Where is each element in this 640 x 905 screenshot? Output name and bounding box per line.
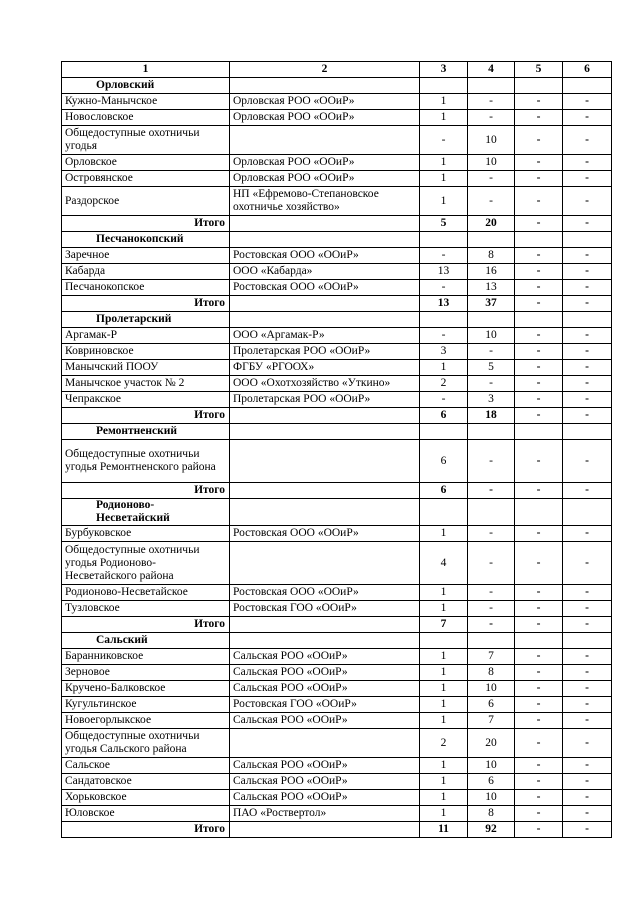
organization-cell: Ростовская ООО «ООиР»: [230, 585, 420, 601]
value-col5-cell: -: [515, 440, 563, 483]
value-col3-cell: 1: [420, 601, 468, 617]
value-col3-cell: 1: [420, 665, 468, 681]
value-col6-cell: -: [563, 440, 612, 483]
value-col5-cell: -: [515, 601, 563, 617]
table-row: [62, 681, 612, 697]
organization-cell: Пролетарская РОО «ООиР»: [230, 344, 420, 360]
area-name-cell: Заречное: [62, 248, 230, 264]
value-col5-cell: -: [515, 806, 563, 822]
value-col5-cell: -: [515, 649, 563, 665]
value-col3-cell: 11: [420, 822, 468, 838]
table-row: [62, 376, 612, 392]
table-row: [62, 758, 612, 774]
area-name-cell: Орловский: [62, 78, 230, 94]
area-name-cell: Итого: [62, 216, 230, 232]
area-name-cell: Аргамак-Р: [62, 328, 230, 344]
value-col6-cell: -: [563, 542, 612, 585]
value-col4-cell: 20: [468, 216, 515, 232]
header-cell-2: 2: [230, 62, 420, 78]
area-name-cell: Родионово-Несветайский: [62, 499, 230, 526]
value-col6-cell: [563, 78, 612, 94]
value-col3-cell: 1: [420, 526, 468, 542]
value-col3-cell: 1: [420, 806, 468, 822]
organization-cell: Орловская РОО «ООиР»: [230, 171, 420, 187]
value-col6-cell: -: [563, 822, 612, 838]
value-col5-cell: -: [515, 713, 563, 729]
organization-cell: [230, 232, 420, 248]
value-col4-cell: 18: [468, 408, 515, 424]
value-col6-cell: -: [563, 790, 612, 806]
value-col5-cell: -: [515, 344, 563, 360]
value-col4-cell: -: [468, 526, 515, 542]
value-col3-cell: 13: [420, 296, 468, 312]
value-col3-cell: 6: [420, 440, 468, 483]
value-col5-cell: -: [515, 296, 563, 312]
value-col5-cell: -: [515, 187, 563, 216]
area-name-cell: Ковриновское: [62, 344, 230, 360]
value-col6-cell: -: [563, 483, 612, 499]
table-row: [62, 392, 612, 408]
table-row: [62, 713, 612, 729]
value-col5-cell: -: [515, 697, 563, 713]
area-name-cell: Сальское: [62, 758, 230, 774]
value-col4-cell: 20: [468, 729, 515, 758]
table-row: [62, 601, 612, 617]
value-col3-cell: 4: [420, 542, 468, 585]
organization-cell: [230, 617, 420, 633]
total-row: [62, 296, 612, 312]
value-col4-cell: 7: [468, 649, 515, 665]
value-col3-cell: 1: [420, 713, 468, 729]
area-name-cell: Общедоступные охотничьи угодья: [62, 126, 230, 155]
area-name-cell: Орловское: [62, 155, 230, 171]
value-col6-cell: [563, 312, 612, 328]
value-col5-cell: -: [515, 774, 563, 790]
value-col5-cell: -: [515, 790, 563, 806]
value-col6-cell: -: [563, 729, 612, 758]
value-col6-cell: -: [563, 617, 612, 633]
table-row: [62, 440, 612, 483]
value-col3-cell: -: [420, 248, 468, 264]
table-row: [62, 774, 612, 790]
value-col5-cell: -: [515, 376, 563, 392]
value-col5-cell: [515, 424, 563, 440]
area-name-cell: Хорьковское: [62, 790, 230, 806]
organization-cell: Ростовская ГОО «ООиР»: [230, 697, 420, 713]
value-col3-cell: 1: [420, 110, 468, 126]
value-col6-cell: -: [563, 681, 612, 697]
organization-cell: [230, 822, 420, 838]
organization-cell: [230, 424, 420, 440]
value-col4-cell: -: [468, 94, 515, 110]
value-col5-cell: -: [515, 248, 563, 264]
value-col4-cell: 92: [468, 822, 515, 838]
value-col5-cell: -: [515, 126, 563, 155]
area-name-cell: Бурбуковское: [62, 526, 230, 542]
table-row: [62, 729, 612, 758]
region-header-row: [62, 232, 612, 248]
value-col4-cell: -: [468, 110, 515, 126]
value-col4-cell: 8: [468, 248, 515, 264]
organization-cell: [230, 729, 420, 758]
organization-cell: [230, 216, 420, 232]
value-col3-cell: [420, 232, 468, 248]
organization-cell: [230, 408, 420, 424]
area-name-cell: Сальский: [62, 633, 230, 649]
value-col4-cell: 5: [468, 360, 515, 376]
area-name-cell: Новоегорлыкское: [62, 713, 230, 729]
value-col4-cell: -: [468, 344, 515, 360]
table-row: [62, 649, 612, 665]
value-col3-cell: 6: [420, 483, 468, 499]
value-col6-cell: -: [563, 360, 612, 376]
area-name-cell: Итого: [62, 296, 230, 312]
value-col6-cell: [563, 633, 612, 649]
value-col6-cell: [563, 424, 612, 440]
area-name-cell: Манычский ПООУ: [62, 360, 230, 376]
table-row: [62, 171, 612, 187]
value-col4-cell: [468, 78, 515, 94]
organization-cell: [230, 542, 420, 585]
table-row: [62, 126, 612, 155]
value-col4-cell: [468, 499, 515, 526]
value-col3-cell: 1: [420, 187, 468, 216]
organization-cell: Орловская РОО «ООиР»: [230, 155, 420, 171]
value-col5-cell: -: [515, 392, 563, 408]
value-col4-cell: -: [468, 187, 515, 216]
organization-cell: Орловская РОО «ООиР»: [230, 94, 420, 110]
value-col4-cell: 10: [468, 790, 515, 806]
value-col5-cell: -: [515, 280, 563, 296]
organization-cell: Сальская РОО «ООиР»: [230, 758, 420, 774]
value-col5-cell: -: [515, 681, 563, 697]
value-col5-cell: -: [515, 822, 563, 838]
table-row: [62, 110, 612, 126]
organization-cell: ФГБУ «РГООХ»: [230, 360, 420, 376]
organization-cell: ООО «Кабарда»: [230, 264, 420, 280]
value-col5-cell: -: [515, 328, 563, 344]
value-col4-cell: -: [468, 585, 515, 601]
organization-cell: Ростовская ООО «ООиР»: [230, 526, 420, 542]
area-name-cell: Юловское: [62, 806, 230, 822]
area-name-cell: Итого: [62, 617, 230, 633]
table-row: [62, 248, 612, 264]
value-col3-cell: 2: [420, 729, 468, 758]
value-col5-cell: -: [515, 665, 563, 681]
area-name-cell: Кручено-Балковское: [62, 681, 230, 697]
header-row: [62, 62, 612, 78]
value-col6-cell: -: [563, 649, 612, 665]
value-col4-cell: [468, 232, 515, 248]
value-col5-cell: [515, 312, 563, 328]
value-col6-cell: -: [563, 187, 612, 216]
table-row: [62, 94, 612, 110]
total-row: [62, 216, 612, 232]
organization-cell: [230, 483, 420, 499]
table-row: [62, 790, 612, 806]
value-col3-cell: -: [420, 392, 468, 408]
value-col3-cell: 1: [420, 697, 468, 713]
value-col5-cell: [515, 78, 563, 94]
value-col5-cell: -: [515, 526, 563, 542]
value-col5-cell: -: [515, 729, 563, 758]
organization-cell: Сальская РОО «ООиР»: [230, 665, 420, 681]
header-cell-4: 4: [468, 62, 515, 78]
area-name-cell: Баранниковское: [62, 649, 230, 665]
table-row: [62, 155, 612, 171]
total-row: [62, 822, 612, 838]
value-col5-cell: [515, 499, 563, 526]
value-col4-cell: -: [468, 171, 515, 187]
value-col3-cell: 1: [420, 649, 468, 665]
value-col3-cell: 13: [420, 264, 468, 280]
value-col6-cell: -: [563, 328, 612, 344]
value-col5-cell: [515, 232, 563, 248]
area-name-cell: Раздорское: [62, 187, 230, 216]
value-col3-cell: 6: [420, 408, 468, 424]
area-name-cell: Кугультинское: [62, 697, 230, 713]
value-col4-cell: 10: [468, 155, 515, 171]
value-col3-cell: 2: [420, 376, 468, 392]
value-col3-cell: 1: [420, 171, 468, 187]
value-col5-cell: -: [515, 758, 563, 774]
area-name-cell: Тузловское: [62, 601, 230, 617]
region-header-row: [62, 424, 612, 440]
area-name-cell: Общедоступные охотничьи угодья Сальского района: [62, 729, 230, 758]
table-row: [62, 526, 612, 542]
value-col5-cell: -: [515, 264, 563, 280]
area-name-cell: Манычское участок № 2: [62, 376, 230, 392]
table-body: [62, 62, 612, 838]
header-cell-6: 6: [563, 62, 612, 78]
value-col3-cell: [420, 312, 468, 328]
hunting-grounds-table: [61, 61, 612, 838]
value-col6-cell: -: [563, 376, 612, 392]
organization-cell: Сальская РОО «ООиР»: [230, 649, 420, 665]
table-row: [62, 328, 612, 344]
organization-cell: [230, 440, 420, 483]
value-col3-cell: 3: [420, 344, 468, 360]
value-col4-cell: 8: [468, 665, 515, 681]
area-name-cell: Кабарда: [62, 264, 230, 280]
value-col6-cell: -: [563, 665, 612, 681]
value-col4-cell: 10: [468, 758, 515, 774]
table-row: [62, 585, 612, 601]
value-col5-cell: [515, 633, 563, 649]
area-name-cell: Ремонтненский: [62, 424, 230, 440]
value-col3-cell: 1: [420, 758, 468, 774]
value-col4-cell: -: [468, 542, 515, 585]
header-cell-5: 5: [515, 62, 563, 78]
value-col5-cell: -: [515, 171, 563, 187]
area-name-cell: Песчанокопское: [62, 280, 230, 296]
table-row: [62, 665, 612, 681]
value-col3-cell: [420, 424, 468, 440]
table-row: [62, 360, 612, 376]
value-col6-cell: -: [563, 758, 612, 774]
value-col4-cell: 6: [468, 774, 515, 790]
value-col6-cell: -: [563, 126, 612, 155]
value-col4-cell: 10: [468, 681, 515, 697]
region-header-row: [62, 499, 612, 526]
organization-cell: [230, 296, 420, 312]
value-col6-cell: -: [563, 806, 612, 822]
value-col6-cell: -: [563, 392, 612, 408]
value-col4-cell: 13: [468, 280, 515, 296]
area-name-cell: Итого: [62, 408, 230, 424]
value-col3-cell: -: [420, 280, 468, 296]
area-name-cell: Итого: [62, 483, 230, 499]
value-col3-cell: [420, 78, 468, 94]
value-col4-cell: 8: [468, 806, 515, 822]
value-col6-cell: -: [563, 296, 612, 312]
value-col3-cell: -: [420, 126, 468, 155]
area-name-cell: Итого: [62, 822, 230, 838]
value-col3-cell: 7: [420, 617, 468, 633]
table-row: [62, 264, 612, 280]
value-col4-cell: [468, 312, 515, 328]
table-row: [62, 542, 612, 585]
organization-cell: Ростовская ООО «ООиР»: [230, 280, 420, 296]
organization-cell: [230, 78, 420, 94]
table-row: [62, 187, 612, 216]
value-col6-cell: -: [563, 264, 612, 280]
value-col5-cell: -: [515, 408, 563, 424]
value-col3-cell: 1: [420, 360, 468, 376]
value-col3-cell: 1: [420, 790, 468, 806]
value-col4-cell: 6: [468, 697, 515, 713]
value-col4-cell: [468, 424, 515, 440]
area-name-cell: Островянское: [62, 171, 230, 187]
value-col6-cell: -: [563, 280, 612, 296]
organization-cell: Ростовская ГОО «ООиР»: [230, 601, 420, 617]
organization-cell: Сальская РОО «ООиР»: [230, 774, 420, 790]
table-row: [62, 697, 612, 713]
organization-cell: [230, 499, 420, 526]
value-col6-cell: -: [563, 94, 612, 110]
value-col4-cell: -: [468, 483, 515, 499]
total-row: [62, 408, 612, 424]
value-col4-cell: -: [468, 601, 515, 617]
value-col6-cell: -: [563, 216, 612, 232]
area-name-cell: Новословское: [62, 110, 230, 126]
value-col4-cell: 10: [468, 126, 515, 155]
value-col5-cell: -: [515, 542, 563, 585]
header-cell-1: 1: [62, 62, 230, 78]
area-name-cell: Кужно-Манычское: [62, 94, 230, 110]
region-header-row: [62, 78, 612, 94]
value-col4-cell: 3: [468, 392, 515, 408]
value-col6-cell: -: [563, 344, 612, 360]
value-col6-cell: -: [563, 110, 612, 126]
value-col5-cell: -: [515, 155, 563, 171]
value-col3-cell: -: [420, 328, 468, 344]
organization-cell: ООО «Аргамак-Р»: [230, 328, 420, 344]
value-col6-cell: -: [563, 526, 612, 542]
organization-cell: Сальская РОО «ООиР»: [230, 681, 420, 697]
area-name-cell: Общедоступные охотничьи угодья Ремонтненского района: [62, 440, 230, 483]
value-col6-cell: [563, 499, 612, 526]
value-col3-cell: [420, 633, 468, 649]
value-col4-cell: -: [468, 617, 515, 633]
value-col6-cell: [563, 232, 612, 248]
value-col6-cell: -: [563, 585, 612, 601]
area-name-cell: Зерновое: [62, 665, 230, 681]
value-col5-cell: -: [515, 360, 563, 376]
value-col6-cell: -: [563, 697, 612, 713]
header-cell-3: 3: [420, 62, 468, 78]
organization-cell: Орловская РОО «ООиР»: [230, 110, 420, 126]
value-col6-cell: -: [563, 155, 612, 171]
area-name-cell: Пролетарский: [62, 312, 230, 328]
organization-cell: [230, 633, 420, 649]
value-col5-cell: -: [515, 585, 563, 601]
value-col6-cell: -: [563, 601, 612, 617]
value-col6-cell: -: [563, 713, 612, 729]
value-col3-cell: 5: [420, 216, 468, 232]
value-col4-cell: -: [468, 440, 515, 483]
value-col5-cell: -: [515, 110, 563, 126]
value-col6-cell: -: [563, 774, 612, 790]
total-row: [62, 617, 612, 633]
value-col5-cell: -: [515, 617, 563, 633]
area-name-cell: Сандатовское: [62, 774, 230, 790]
value-col4-cell: 16: [468, 264, 515, 280]
organization-cell: Сальская РОО «ООиР»: [230, 790, 420, 806]
organization-cell: НП «Ефремово-Степановское охотничье хозяйство»: [230, 187, 420, 216]
value-col3-cell: [420, 499, 468, 526]
value-col3-cell: 1: [420, 94, 468, 110]
value-col5-cell: -: [515, 94, 563, 110]
value-col5-cell: -: [515, 216, 563, 232]
organization-cell: Сальская РОО «ООиР»: [230, 713, 420, 729]
region-header-row: [62, 633, 612, 649]
organization-cell: ООО «Охотхозяйство «Уткино»: [230, 376, 420, 392]
value-col4-cell: 37: [468, 296, 515, 312]
value-col3-cell: 1: [420, 585, 468, 601]
value-col6-cell: -: [563, 171, 612, 187]
value-col4-cell: [468, 633, 515, 649]
value-col3-cell: 1: [420, 155, 468, 171]
value-col6-cell: -: [563, 408, 612, 424]
organization-cell: Пролетарская РОО «ООиР»: [230, 392, 420, 408]
region-header-row: [62, 312, 612, 328]
value-col5-cell: -: [515, 483, 563, 499]
value-col4-cell: 10: [468, 328, 515, 344]
organization-cell: Ростовская ООО «ООиР»: [230, 248, 420, 264]
area-name-cell: Общедоступные охотничьи угодья Родионово-Несветайского района: [62, 542, 230, 585]
table-row: [62, 806, 612, 822]
table-row: [62, 280, 612, 296]
value-col4-cell: -: [468, 376, 515, 392]
value-col3-cell: 1: [420, 681, 468, 697]
organization-cell: ПАО «Роствертол»: [230, 806, 420, 822]
organization-cell: [230, 126, 420, 155]
area-name-cell: Родионово-Несветайское: [62, 585, 230, 601]
organization-cell: [230, 312, 420, 328]
value-col6-cell: -: [563, 248, 612, 264]
value-col4-cell: 7: [468, 713, 515, 729]
area-name-cell: Чепракское: [62, 392, 230, 408]
value-col3-cell: 1: [420, 774, 468, 790]
table-row: [62, 344, 612, 360]
total-row: [62, 483, 612, 499]
area-name-cell: Песчанокопский: [62, 232, 230, 248]
